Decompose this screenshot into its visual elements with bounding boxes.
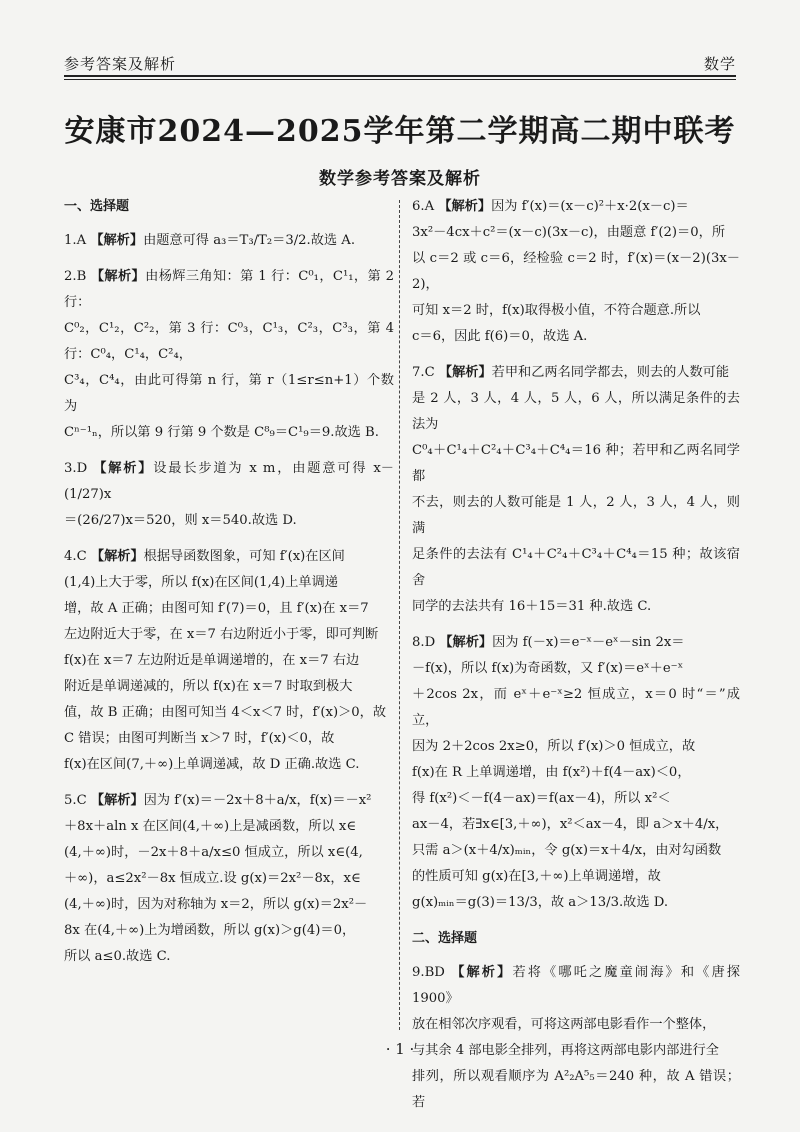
answer-line: 的性质可知 g(x)在[3,＋∞)上单调递增，故 (412, 869, 661, 884)
answer-line: C 错误；由图可判断当 x＞7 时，f′(x)＜0，故 (64, 731, 335, 746)
question-line (64, 456, 394, 508)
answer-line: 8x 在(4,＋∞)上为增函数，所以 g(x)＞g(4)＝0， (64, 923, 356, 938)
analysis-tag: 【解析】 (93, 461, 154, 476)
page-number: · 1 · (385, 1040, 415, 1058)
question-line (412, 194, 740, 220)
answer-line: 排列，所以观看顺序为 A²₂A⁵₅＝240 种，故 A 错误；若 (412, 1069, 740, 1110)
answer-line: 附近是单调递减的，所以 f(x)在 x＝7 时取到极大 (64, 679, 353, 694)
answer-line: (4,＋∞)时，因为对称轴为 x＝2，所以 g(x)＝2x²－ (64, 897, 368, 912)
answer-line: 以 c＝2 或 c＝6，经检验 c＝2 时，f′(x)＝(x－2)(3x－2)， (412, 251, 740, 292)
answer-line: 是 2 人，3 人，4 人，5 人，6 人，所以满足条件的去法为 (412, 391, 740, 432)
answer-line: 因为 f′(x)＝(x－c)²＋x·2(x－c)＝ (491, 199, 689, 214)
answer-line: 因为 f(－x)＝e⁻ˣ－eˣ－sin 2x＝ (492, 635, 685, 650)
document-title: 安康市2024—2025学年第二学期高二期中联考 (64, 114, 736, 149)
question-3 (64, 456, 394, 534)
section-heading-choice: 一、选择题 (64, 199, 130, 214)
header-rule-thin (64, 79, 736, 80)
document-subtitle: 数学参考答案及解析 (319, 169, 481, 189)
answer-line: 若甲和乙两名同学都去，则去的人数可能 (491, 365, 730, 380)
question-8 (412, 630, 740, 916)
page-header (64, 44, 736, 74)
question-line (64, 788, 394, 814)
analysis-tag: 【解析】 (90, 233, 144, 248)
question-label: 2.B (64, 269, 87, 284)
analysis-tag: 【解析】 (451, 965, 513, 980)
analysis-tag: 【解析】 (90, 793, 144, 808)
question-9 (412, 960, 740, 1116)
answer-line: ＝(26/27)x＝520，则 x＝540.故选 D. (64, 513, 297, 528)
question-label: 6.A (412, 199, 435, 214)
question-label: 8.D (412, 635, 436, 650)
question-6 (412, 194, 740, 350)
answer-line: 值，故 B 正确；由图可知当 4＜x＜7 时，f′(x)＞0，故 (64, 705, 387, 720)
answer-line: 同学的去法共有 16＋15＝31 种.故选 C. (412, 599, 652, 614)
question-line (412, 360, 740, 386)
question-line (64, 544, 394, 570)
question-label: 3.D (64, 461, 88, 476)
column-divider (399, 200, 400, 1030)
answer-line: 不去，则去的人数可能是 1 人，2 人，3 人，4 人，则满 (412, 495, 740, 536)
analysis-tag: 【解析】 (90, 269, 146, 284)
answer-line: c＝6，因此 f(6)＝0，故选 A. (412, 329, 588, 344)
answer-line: 3x²－4cx＋c²＝(x－c)(3x－c)，由题意 f′(2)＝0，所 (412, 225, 726, 240)
analysis-tag: 【解析】 (438, 199, 492, 214)
answer-line: 放在相邻次序观看，可将这两部电影看作一个整体， (412, 1017, 716, 1032)
question-7 (412, 360, 740, 620)
question-1 (64, 228, 394, 254)
question-4 (64, 544, 394, 778)
answer-line: 得 f(x²)＜－f(4－ax)＝f(ax－4)，所以 x²＜ (412, 791, 671, 806)
question-5 (64, 788, 394, 970)
answer-line: C⁰₄＋C¹₄＋C²₄＋C³₄＋C⁴₄＝16 种；若甲和乙两名同学都 (412, 443, 740, 484)
answer-line: 由题意可得 a₃＝T₃/T₂＝3/2.故选 A. (143, 233, 356, 248)
answer-line: 足条件的去法有 C¹₄＋C²₄＋C³₄＋C⁴₄＝15 种；故该宿舍 (412, 547, 740, 588)
answer-line: 所以 a≤0.故选 C. (64, 949, 171, 964)
analysis-tag: 【解析】 (438, 365, 492, 380)
answer-line: 若将《哪吒之魔童闹海》和《唐探 1900》 (412, 965, 740, 1006)
answer-line: 与其余 4 部电影全排列，再将这两部电影内部进行全 (412, 1043, 719, 1058)
section-heading-multi-choice: 二、选择题 (412, 931, 478, 946)
question-line (64, 228, 394, 254)
header-left-label: 参考答案及解析 (64, 55, 177, 73)
answer-line: 根据导函数图象，可知 f′(x)在区间 (143, 549, 345, 564)
answer-line: ＋2cos 2x，而 eˣ＋e⁻ˣ≥2 恒成立，x＝0 时“＝”成立， (412, 687, 740, 728)
question-line (412, 630, 740, 656)
question-line (412, 960, 740, 1012)
answer-line: 因为 f′(x)＝－2x＋8＋a/x，f(x)＝－x² (143, 793, 372, 808)
answer-line: 设最长步道为 x m，由题意可得 x－(1/27)x (64, 461, 394, 502)
answer-line: f(x)在区间(7,＋∞)上单调递减，故 D 正确.故选 C. (64, 757, 360, 772)
answer-line: (1,4)上大于零，所以 f(x)在区间(1,4)上单调递 (64, 575, 338, 590)
answer-line: (4,＋∞)时，－2x＋8＋a/x≤0 恒成立，所以 x∈(4, (64, 845, 363, 860)
question-label: 9.BD (412, 965, 445, 980)
question-label: 5.C (64, 793, 87, 808)
left-column (64, 194, 394, 980)
answer-line: 由杨辉三角知：第 1 行：C⁰₁，C¹₁，第 2 行： (64, 269, 395, 310)
question-label: 1.A (64, 233, 87, 248)
analysis-tag: 【解析】 (90, 549, 144, 564)
question-label: 4.C (64, 549, 87, 564)
header-right-label: 数学 (703, 55, 736, 73)
question-line (64, 264, 394, 316)
question-label: 7.C (412, 365, 435, 380)
answer-line: g(x)ₘᵢₙ＝g(3)＝13/3，故 a＞13/3.故选 D. (412, 895, 669, 910)
answer-line: 只需 a＞(x＋4/x)ₘᵢₙ，令 g(x)＝x＋4/x，由对勾函数 (412, 843, 722, 858)
answer-line: ＋∞)，a≤2x²－8x 恒成立.设 g(x)＝2x²－8x，x∈ (64, 871, 361, 886)
question-2 (64, 264, 394, 446)
answer-line: C³₄，C⁴₄，由此可得第 n 行，第 r（1≤r≤n+1）个数为 (64, 373, 394, 414)
answer-line: ax－4，若∃x∈[3,＋∞)，x²＜ax－4，即 a＞x＋4/x， (412, 817, 729, 832)
answer-line: 增，故 A 正确；由图可知 f′(7)＝0，且 f′(x)在 x＝7 (64, 601, 369, 616)
answer-line: f(x)在 x＝7 左边附近是单调递增的，在 x＝7 右边 (64, 653, 360, 668)
header-rule-thick (64, 75, 736, 77)
analysis-tag: 【解析】 (439, 635, 493, 650)
answer-line: 可知 x＝2 时，f(x)取得极小值，不符合题意.所以 (412, 303, 701, 318)
answer-line: C⁰₂，C¹₂，C²₂，第 3 行：C⁰₃，C¹₃，C²₃，C³₃，第 4 行：C⁰₄，C¹₄，C²₄， (64, 321, 394, 362)
answer-line: ＋8x＋aln x 在区间(4,＋∞)上是减函数，所以 x∈ (64, 819, 357, 834)
answer-line: 因为 2＋2cos 2x≥0，所以 f′(x)＞0 恒成立，故 (412, 739, 696, 754)
right-column (412, 194, 740, 1126)
answer-line: 左边附近大于零，在 x＝7 右边附近小于零，即可判断 (64, 627, 379, 642)
answer-line: f(x)在 R 上单调递增，由 f(x²)＋f(4－ax)＜0， (412, 765, 691, 780)
answer-line: －f(x)，所以 f(x)为奇函数，又 f′(x)＝eˣ＋e⁻ˣ (412, 661, 684, 676)
answer-line: Cⁿ⁻¹ₙ，所以第 9 行第 9 个数是 C⁸₉＝C¹₉＝9.故选 B. (64, 425, 379, 440)
